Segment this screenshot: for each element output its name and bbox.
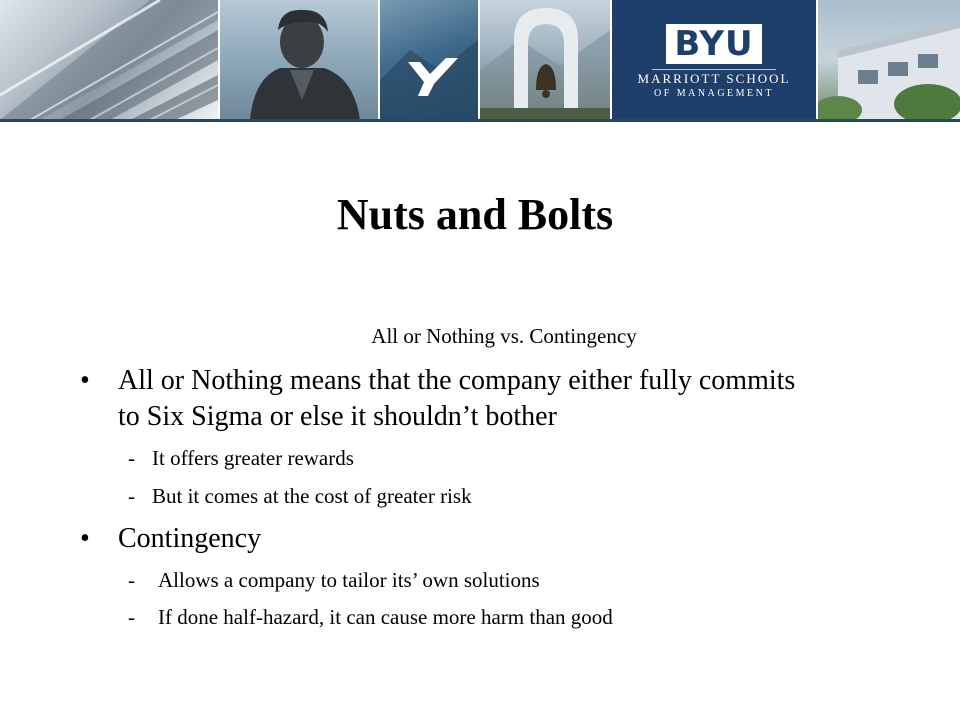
campus-building-photo xyxy=(818,0,960,120)
statue-photo xyxy=(220,0,378,120)
bullet-all-or-nothing xyxy=(80,363,800,435)
logo-school-name: MARRIOTT SCHOOL xyxy=(637,71,791,86)
sub-bullet xyxy=(128,444,828,472)
dash-marker: - xyxy=(128,568,135,592)
sub-bullet-text: It offers greater rewards xyxy=(152,446,354,470)
bullet-marker: • xyxy=(80,523,90,554)
sub-bullet xyxy=(128,482,828,510)
slide-title: Nuts and Bolts xyxy=(336,190,614,239)
header-banner xyxy=(0,0,960,122)
dash-marker: - xyxy=(128,446,135,470)
bullet-contingency xyxy=(80,521,800,557)
bullet-marker: • xyxy=(80,365,90,396)
logo-divider xyxy=(652,69,776,70)
sub-bullet-text: Allows a company to tailor its’ own solutions xyxy=(158,568,540,592)
banner-stripe xyxy=(0,119,960,122)
byu-marriott-logo xyxy=(612,0,816,120)
slide-subtitle: All or Nothing vs. Contingency xyxy=(371,324,637,348)
dash-marker: - xyxy=(128,484,135,508)
sub-bullet xyxy=(128,566,828,594)
building-photo xyxy=(0,0,218,120)
bell-tower-photo xyxy=(480,0,610,120)
dash-marker: - xyxy=(128,605,135,629)
sub-bullet-text: But it comes at the cost of greater risk xyxy=(152,484,472,508)
bullet-text: All or Nothing means that the company either fully commits to Six Sigma or else it shouldn’t bother xyxy=(118,365,796,432)
logo-byu-text: BYU xyxy=(666,24,762,64)
logo-school-subtitle: OF MANAGEMENT xyxy=(654,88,774,99)
sub-bullet xyxy=(128,603,828,631)
mountain-y-photo xyxy=(380,0,478,120)
sub-bullet-text: If done half-hazard, it can cause more harm than good xyxy=(158,605,613,629)
bullet-text: Contingency xyxy=(118,523,262,554)
